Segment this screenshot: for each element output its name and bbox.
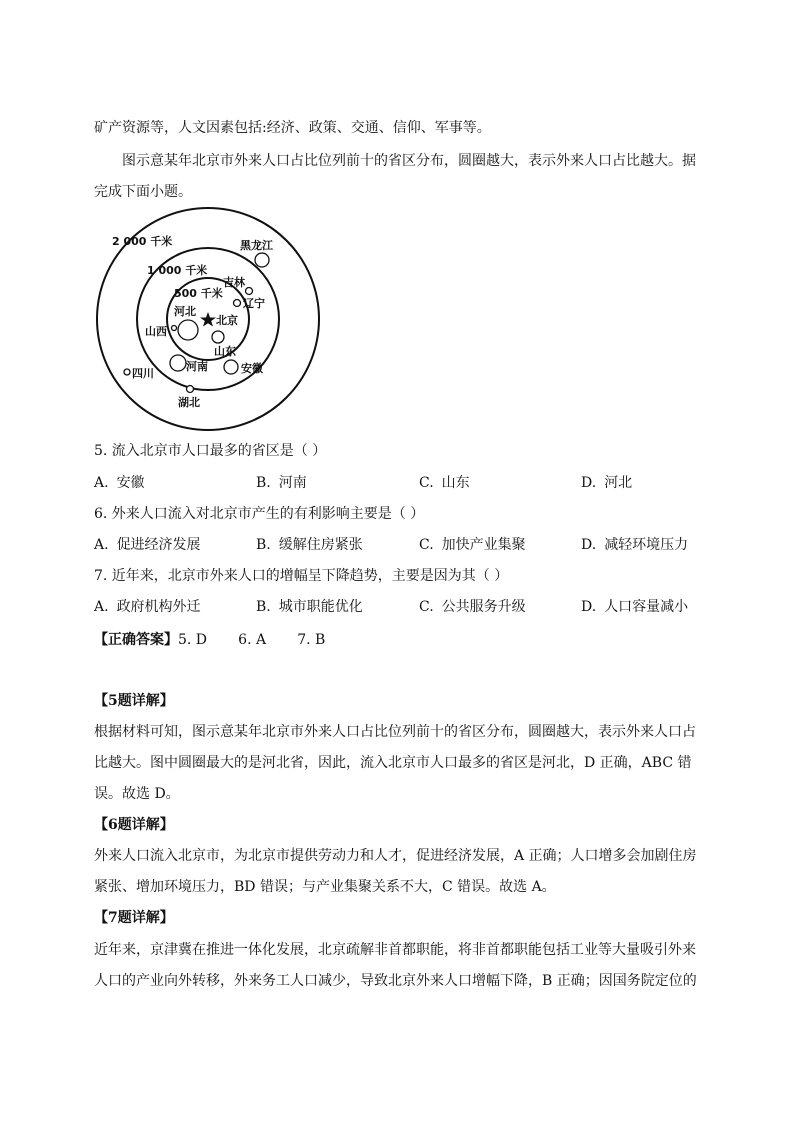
circle-hubei xyxy=(187,386,194,393)
explanation-7-line2: 人口的产业向外转移，外来务工人口减少，导致北京外来人口增幅下降，B 正确；因国务院定位的 xyxy=(94,973,697,989)
question-5-options xyxy=(94,473,714,493)
ring-label-1000km: 1 000 千米 xyxy=(147,264,208,277)
label-heilongjiang: 黑龙江 xyxy=(240,239,273,252)
label-anhui: 安徽 xyxy=(241,362,263,375)
question-stem-line1: 图示意某年北京市外来人口占比位列前十的省区分布，圆圈越大，表示外来人口占比越大。据 xyxy=(122,153,696,169)
answer-label: 【正确答案】 xyxy=(94,632,178,648)
question-7-options xyxy=(94,597,714,617)
explanation-6-line1: 外来人口流入北京市，为北京市提供劳动力和人才，促进经济发展，A 正确；人口增多会加剧住房 xyxy=(94,848,697,864)
diagram-svg xyxy=(94,206,324,432)
question-6-stem: 6. 外来人口流入对北京市产生的有利影响主要是（ ） xyxy=(94,506,425,522)
answer-text: 5. D 6. A 7. B xyxy=(178,632,326,648)
circle-shandong xyxy=(212,331,224,343)
circle-shanxi xyxy=(172,326,177,331)
question-7-stem: 7. 近年来，北京市外来人口的增幅呈下降趋势，主要是因为其（ ） xyxy=(94,568,509,584)
circle-heilongjiang xyxy=(255,253,269,267)
explanation-5-line2: 比越大。图中圆圈最大的是河北省，因此，流入北京市人口最多的省区是河北，D 正确，ABC 错 xyxy=(94,755,692,771)
q5-option-a[interactable]: A. 安徽 xyxy=(94,475,145,491)
question-stem-line2: 完成下面小题。 xyxy=(94,184,192,200)
question-6-options xyxy=(94,535,714,555)
intro-text: 矿产资源等，人文因素包括:经济、政策、交通、信仰、军事等。 xyxy=(94,120,491,136)
q7-option-a[interactable]: A. 政府机构外迁 xyxy=(94,599,201,615)
q7-option-b[interactable]: B. 城市职能优化 xyxy=(256,599,363,615)
q6-option-d[interactable]: D. 减轻环境压力 xyxy=(581,537,689,553)
circle-anhui xyxy=(224,360,238,374)
explanation-7-line1: 近年来，京津冀在推进一体化发展，北京疏解非首都职能，将非首都职能包括工业等大量吸引外来 xyxy=(94,942,696,958)
q6-option-c[interactable]: C. 加快产业集聚 xyxy=(419,537,526,553)
beijing-star-icon xyxy=(200,312,216,327)
q5-option-b[interactable]: B. 河南 xyxy=(256,475,307,491)
q6-option-a[interactable]: A. 促进经济发展 xyxy=(94,537,201,553)
q5-option-d[interactable]: D. 河北 xyxy=(581,475,633,491)
q5-option-c[interactable]: C. 山东 xyxy=(419,475,470,491)
label-jilin: 吉林 xyxy=(223,276,245,289)
ring-label-2000km: 2 000 千米 xyxy=(112,235,173,248)
circle-henan xyxy=(170,355,186,371)
label-henan: 河南 xyxy=(186,360,208,373)
explanation-6-line2: 紧张、增加环境压力，BD 错误；与产业集聚关系不大，C 错误。故选 A。 xyxy=(94,879,556,895)
circle-sichuan xyxy=(124,369,130,375)
explanation-7-title: 【7题详解】 xyxy=(94,910,174,926)
label-hubei: 湖北 xyxy=(178,396,200,409)
population-distribution-diagram xyxy=(94,206,324,432)
label-shanxi: 山西 xyxy=(145,325,167,338)
explanation-5-line1: 根据材料可知，图示意某年北京市外来人口占比位列前十的省区分布，圆圈越大，表示外来人口占 xyxy=(94,724,696,740)
label-sichuan: 四川 xyxy=(132,367,154,380)
q7-option-d[interactable]: D. 人口容量减小 xyxy=(581,599,689,615)
explanation-6-title: 【6题详解】 xyxy=(94,817,174,833)
label-liaoning: 辽宁 xyxy=(243,297,265,310)
label-hebei: 河北 xyxy=(174,305,196,318)
ring-label-500km: 500 千米 xyxy=(174,287,223,300)
explanation-5-line3: 误。故选 D。 xyxy=(94,786,180,802)
q6-option-b[interactable]: B. 缓解住房紧张 xyxy=(256,537,363,553)
answer-line xyxy=(94,630,325,650)
q7-option-c[interactable]: C. 公共服务升级 xyxy=(419,599,526,615)
label-shandong: 山东 xyxy=(214,345,236,358)
explanation-5-title: 【5题详解】 xyxy=(94,693,174,709)
question-5-stem: 5. 流入北京市人口最多的省区是（ ） xyxy=(94,443,327,459)
circle-hebei xyxy=(178,320,198,340)
circle-liaoning xyxy=(234,300,241,307)
circle-jilin xyxy=(246,288,253,295)
label-beijing: 北京 xyxy=(216,314,238,327)
